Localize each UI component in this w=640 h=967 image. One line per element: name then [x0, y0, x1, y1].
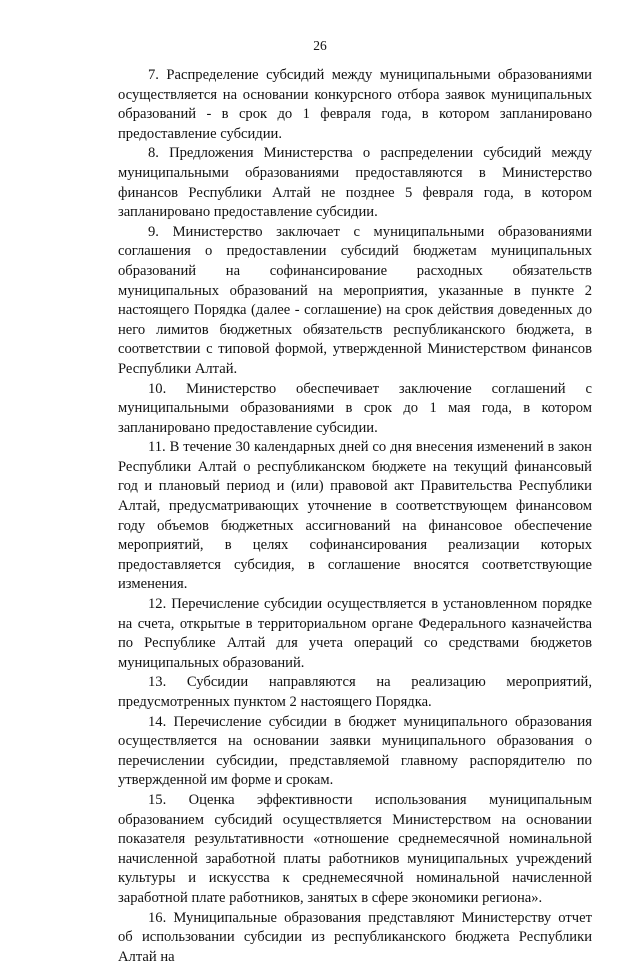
paragraph-9: 9. Министерство заключает с муниципальными образованиями соглашения о предоставлении субсидий бюджетам муниципальных образований на софинансирование расходных обязательств муниципальных образований на мероприятия, указанные в пункте 2 настоящего Порядка (далее - соглашение) на срок действия доведенных до него лимитов бюджетных обязательств республиканского бюджета, в соответствии с типовой формой, утвержденной Министерством финансов Республики Алтай.: [118, 223, 592, 377]
paragraph-12: 12. Перечисление субсидии осуществляется в установленном порядке на счета, открытые в территориальном органе Федерального казначейства по Республике Алтай для учета операций со средствами бюджетов муниципальных образований.: [118, 596, 592, 671]
page-number: 26: [313, 38, 327, 53]
paragraph-16: 16. Муниципальные образования представляют Министерству отчет об использовании субсидии из республиканского бюджета Республики Алтай на: [118, 909, 592, 965]
document-body: [118, 66, 592, 967]
paragraph-13: 13. Субсидии направляются на реализацию мероприятий, предусмотренных пунктом 2 настоящего Порядка.: [118, 674, 592, 710]
paragraph-11: 11. В течение 30 календарных дней со дня внесения изменений в закон Республики Алтай о республиканском бюджете на текущий финансовый год и плановый период и (или) правовой акт Правительства Республики Алтай, предусматривающих уточнение в соответствующем финансовом году объемов бюджетных ассигнований на финансовое обеспечение мероприятий, в целях софинансирования реализации которых предоставляется субсидия, в соглашение вносятся соответствующие изменения.: [118, 439, 592, 593]
paragraph-8: 8. Предложения Министерства о распределении субсидий между муниципальными образованиями предоставляются в Министерство финансов Республики Алтай не позднее 5 февраля года, в котором запланировано предоставление субсидии.: [118, 145, 592, 221]
paragraph-7: 7. Распределение субсидий между муниципальными образованиями осуществляется на основании конкурсного отбора заявок муниципальных образований - в срок до 1 февраля года, в котором запланировано предоставление субсидии.: [118, 67, 592, 142]
paragraph-15: 15. Оценка эффективности использования муниципальным образованием субсидий осуществляется Министерством на основании показателя результативности «отношение среднемесячной номинальной начисленной заработной платы работников муниципальных учреждений культуры и искусства к среднемесячной номинальной начисленной заработной плате работников, занятых в сфере экономики региона».: [118, 791, 592, 906]
paragraph-10: 10. Министерство обеспечивает заключение соглашений с муниципальными образованиями в срок до 1 мая года, в котором запланировано предоставление субсидии.: [118, 380, 592, 436]
paragraph-14: 14. Перечисление субсидии в бюджет муниципального образования осуществляется на основании заявки муниципального образования о перечислении субсидии, представляемой главному распорядителю по утвержденной им форме и срокам.: [118, 713, 592, 789]
